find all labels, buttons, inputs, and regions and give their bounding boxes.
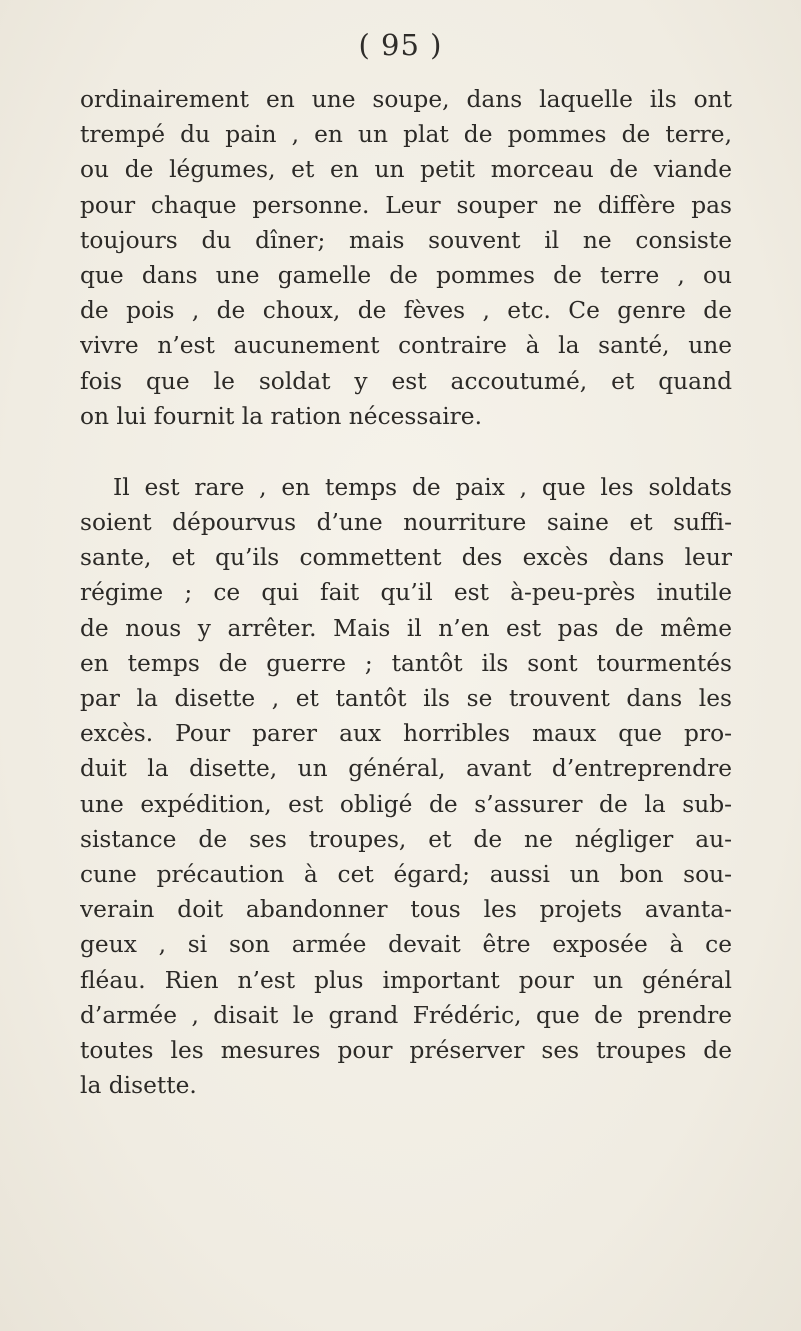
text-line: sistance de ses troupes, et de ne négliger au- (80, 825, 732, 853)
text-line: cune précaution à cet égard; aussi un bon sou- (80, 860, 732, 888)
text-line: toujours du dîner; mais souvent il ne consiste (80, 226, 732, 254)
body-text (80, 82, 732, 1103)
text-line: en temps de guerre ; tantôt ils sont tourmentés (80, 649, 732, 677)
text-line: ordinairement en une soupe, dans laquelle ils ont (80, 86, 732, 113)
text-line: de pois , de choux, de fèves , etc. Ce genre de (80, 297, 732, 325)
text-line: duit la disette, un général, avant d’entreprendre (80, 755, 732, 783)
text-line: trempé du pain , en un plat de pommes de terre, (80, 121, 732, 149)
text-line: vivre n’est aucunement contraire à la santé, une (80, 332, 732, 360)
text-line: verain doit abandonner tous les projets avanta- (80, 896, 732, 924)
text-line: ou de légumes, et en un petit morceau de viande (80, 156, 732, 184)
text-line: on lui fournit la ration nécessaire. (80, 402, 482, 430)
text-line: soient dépourvus d’une nourriture saine et suffi- (80, 509, 732, 537)
text-line: d’armée , disait le grand Frédéric, que de prendre (80, 1001, 732, 1029)
text-line: par la disette , et tantôt ils se trouvent dans les (80, 685, 732, 712)
text-line: Il est rare , en temps de paix , que les soldats (113, 473, 732, 501)
paragraph-2 (80, 470, 732, 1103)
paragraph-1 (80, 82, 732, 434)
text-line: excès. Pour parer aux horribles maux que pro- (80, 720, 732, 748)
paragraph-gap (80, 434, 732, 470)
page-number: ( 95 ) (358, 28, 443, 62)
text-line: régime ; ce qui fait qu’il est à-peu-près inutile (80, 579, 732, 607)
text-line: fois que le soldat y est accoutumé, et quand (80, 367, 732, 395)
text-line: la disette. (80, 1072, 197, 1100)
text-line: sante, et qu’ils commettent des excès dans leur (80, 544, 732, 572)
text-line: geux , si son armée devait être exposée à ce (80, 931, 732, 959)
text-line: fléau. Rien n’est plus important pour un général (80, 966, 732, 994)
text-line: que dans une gamelle de pommes de terre , ou (80, 261, 732, 289)
text-line: pour chaque personne. Leur souper ne diffère pas (80, 191, 732, 219)
text-line: de nous y arrêter. Mais il n’en est pas de même (80, 614, 732, 642)
text-line: toutes les mesures pour préserver ses troupes de (80, 1036, 732, 1064)
text-line: une expédition, est obligé de s’assurer de la sub- (80, 790, 732, 818)
